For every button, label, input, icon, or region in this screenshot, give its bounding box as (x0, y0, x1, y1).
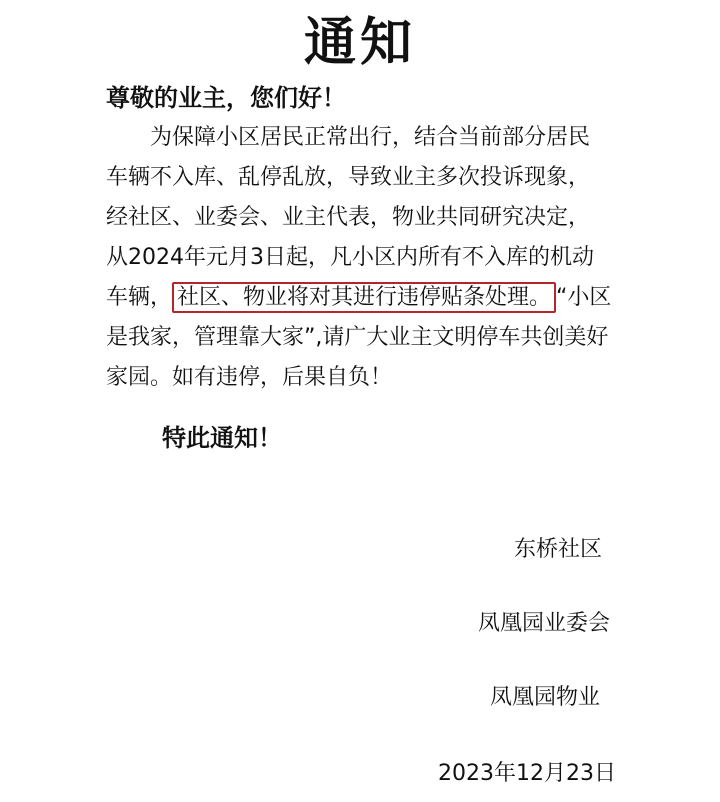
line5-before: 车辆， (106, 285, 173, 310)
signature-owners-committee: 凤凰园业委会 (478, 611, 611, 636)
body-line-7: 家园。如有违停，后果自负！ (106, 365, 393, 390)
body-line-2: 车辆不入库、乱停乱放，导致业主多次投诉现象， (106, 165, 591, 190)
greeting: 尊敬的业主，您们好！ (106, 84, 346, 112)
notice-body (106, 118, 626, 398)
body-line-4: 从2024年元月3日起，凡小区内所有不入库的机动 (106, 245, 594, 270)
line5-after: “小区 (556, 285, 612, 310)
body-line-5 (106, 278, 626, 318)
highlighted-text: 社区、物业将对其进行违停贴条处理。 (172, 282, 556, 313)
signature-property-management: 凤凰园物业 (490, 685, 601, 710)
notice-title: 通知 (303, 13, 416, 73)
body-line-1: 为保障小区居民正常出行，结合当前部分居民 (106, 125, 591, 150)
body-line-3: 经社区、业委会、业主代表，物业共同研究决定， (106, 205, 591, 230)
closing: 特此通知！ (162, 424, 282, 452)
signature-community: 东桥社区 (514, 537, 603, 562)
body-line-6: 是我家，管理靠大家”,请广大业主文明停车共创美好 (106, 325, 609, 350)
notice-date: 2023年12月23日 (438, 761, 616, 786)
